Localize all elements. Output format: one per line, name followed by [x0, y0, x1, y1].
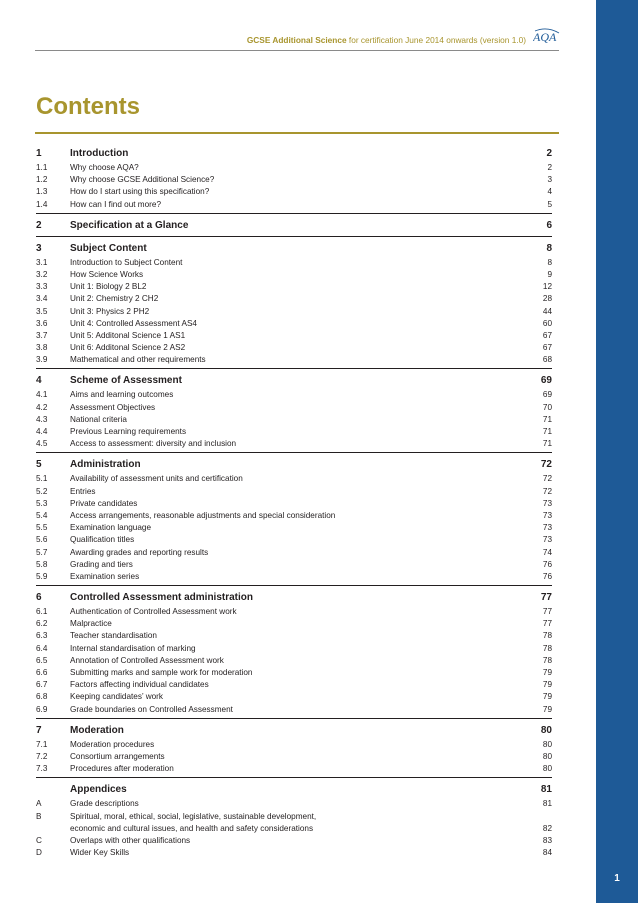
- toc-entry-title-line: Why choose AQA?: [70, 163, 139, 172]
- toc-entry-title: [70, 162, 512, 174]
- toc-section: [36, 590, 552, 719]
- toc-entry-number: 6.5: [36, 655, 48, 665]
- toc-section-heading[interactable]: [36, 782, 552, 798]
- toc-section-title: Appendices: [70, 784, 127, 796]
- toc-entry-title-line: Authentication of Controlled Assessment work: [70, 607, 237, 617]
- toc-entry[interactable]: [36, 571, 552, 583]
- toc-entry-number: D: [36, 848, 42, 858]
- toc-entry-number: 3.3: [36, 282, 48, 292]
- toc-entry-title-line: Awarding grades and reporting results: [70, 547, 209, 557]
- toc-entry-title: [70, 174, 512, 186]
- toc-section: [36, 782, 552, 861]
- toc-entry[interactable]: [36, 354, 552, 366]
- toc-entry-title-line: Annotation of Controlled Assessment work: [70, 655, 224, 665]
- toc-entry-page: 3: [547, 175, 552, 185]
- toc-entry[interactable]: [36, 186, 552, 198]
- toc-entry-page: 5: [547, 199, 552, 209]
- toc-entry-number: 1.4: [36, 199, 48, 209]
- toc-section-title: Subject Content: [70, 242, 147, 254]
- toc-entry-title-line: Submitting marks and sample work for moderation: [70, 668, 253, 677]
- toc-entry-number: 1.2: [36, 175, 48, 185]
- toc-entry[interactable]: [36, 547, 552, 559]
- toc-entry[interactable]: [36, 426, 552, 438]
- toc-entry-title: [70, 473, 512, 485]
- toc-section-number: 5: [36, 459, 42, 471]
- toc-entry-title-line: Teacher standardisation: [70, 631, 157, 641]
- toc-section-page: 81: [540, 784, 552, 796]
- toc-section-heading[interactable]: [36, 218, 552, 234]
- toc-entry[interactable]: [36, 667, 552, 679]
- toc-entry-page: 74: [542, 547, 552, 557]
- toc-section-heading[interactable]: [36, 590, 552, 606]
- toc-entry-title: [70, 571, 512, 583]
- toc-section: [36, 457, 552, 586]
- toc-entry-page: 73: [542, 510, 552, 520]
- svg-text:AQA: AQA: [533, 30, 557, 44]
- toc-section-title: Scheme of Assessment: [70, 375, 182, 387]
- toc-entry-page: 68: [542, 355, 552, 365]
- toc-entry-page: 67: [542, 343, 552, 353]
- toc-section-page: 77: [540, 592, 552, 604]
- toc-entry-page: 73: [542, 523, 552, 533]
- toc-entry[interactable]: [36, 679, 552, 691]
- toc-entry-title-line: Wider Key Skills: [70, 848, 130, 858]
- toc-entry-title: [70, 667, 512, 679]
- toc-entry-page: 71: [542, 414, 552, 424]
- toc-section-heading[interactable]: [36, 723, 552, 739]
- toc-section: [36, 241, 552, 370]
- toc-entry-number: 4.5: [36, 439, 48, 449]
- toc-entry-title: [70, 342, 512, 354]
- toc-entry-title-line: Procedures after moderation: [70, 764, 174, 774]
- toc-section-title: Controlled Assessment administration: [70, 592, 253, 604]
- toc-entry[interactable]: [36, 655, 552, 667]
- toc-section-number: 7: [36, 724, 42, 736]
- toc-entry-number: 5.1: [36, 474, 48, 484]
- toc-entry[interactable]: [36, 389, 552, 401]
- toc-entry-title-line: Aims and learning outcomes: [70, 390, 174, 400]
- toc-entry-page: 81: [542, 799, 552, 809]
- toc-entry-title-line: Unit 1: Biology 2 BL2: [70, 282, 147, 292]
- toc-entry[interactable]: [36, 739, 552, 751]
- toc-entry-page: 78: [542, 643, 552, 653]
- toc-entry-page: 71: [542, 427, 552, 436]
- toc-entry-title-line: Malpractice: [70, 619, 112, 629]
- toc-entry-title: [70, 679, 512, 691]
- toc-entry-title: [70, 293, 512, 305]
- toc-entry-title: [70, 438, 512, 450]
- toc-entry-title-line: Grading and tiers: [70, 559, 133, 569]
- toc-entry-number: B: [36, 811, 42, 821]
- toc-entry-page: 12: [542, 282, 552, 292]
- toc-entry[interactable]: [36, 630, 552, 642]
- toc-entry-page: 44: [542, 306, 552, 316]
- toc-entry-title: [70, 269, 512, 281]
- toc-entry[interactable]: [36, 257, 552, 269]
- toc-entry-title: [70, 751, 512, 763]
- toc-entry-number: 1.1: [36, 163, 48, 172]
- toc-entry[interactable]: [36, 811, 552, 835]
- toc-entry-title: [70, 306, 512, 318]
- toc-section-number: 1: [36, 148, 42, 159]
- toc-entry-title-line: Grade boundaries on Controlled Assessment: [70, 704, 233, 714]
- toc-entry-page: 72: [542, 474, 552, 484]
- toc-entry-title-line: Qualification titles: [70, 535, 135, 545]
- toc-entry-title-line: Keeping candidates’ work: [70, 692, 164, 702]
- header-title-rest: for certification June 2014 onwards (version 1.0): [346, 35, 526, 45]
- toc-entry-title: [70, 522, 512, 534]
- toc-entry-number: 4.2: [36, 402, 48, 412]
- toc-entry-title-line: Moderation procedures: [70, 739, 155, 749]
- toc-entry-title-line: Unit 2: Chemistry 2 CH2: [70, 294, 159, 304]
- toc-entry-title-line: National criteria: [70, 414, 127, 424]
- toc-section-title: Moderation: [70, 724, 124, 736]
- toc-entry-page: 28: [542, 294, 552, 304]
- toc-section-title: Specification at a Glance: [70, 219, 189, 231]
- toc-entry-number: 6.7: [36, 680, 48, 690]
- toc-entry-title-line: Spiritual, moral, ethical, social, legislative, sustainable development,: [70, 811, 317, 821]
- toc-entry[interactable]: [36, 618, 552, 630]
- toc-entry-title-line: Access arrangements, reasonable adjustments and special consideration: [70, 510, 336, 520]
- running-header: [0, 35, 526, 45]
- toc-entry-title: [70, 402, 512, 414]
- toc-section-page: 6: [546, 219, 552, 231]
- toc-entry-title-line: Overlaps with other qualifications: [70, 835, 191, 845]
- toc-entry-title: [70, 257, 512, 269]
- toc-entry-title: [70, 559, 512, 571]
- toc-entry-title: [70, 630, 512, 642]
- toc-entry-number: 5.7: [36, 547, 48, 557]
- toc-entry-title: [70, 691, 512, 703]
- toc-entry-title-line: Availability of assessment units and certification: [70, 474, 243, 484]
- toc-entry[interactable]: [36, 473, 552, 485]
- toc-entry-title-line: Assessment Objectives: [70, 402, 156, 412]
- toc-entry-title: [70, 389, 512, 401]
- toc-entry[interactable]: [36, 318, 552, 330]
- toc-entry-page: 80: [542, 751, 552, 761]
- toc-entry-number: 6.2: [36, 619, 48, 629]
- toc-entry-title: [70, 534, 512, 546]
- toc-entry-page: 79: [542, 692, 552, 702]
- toc-entry-page: 2: [547, 163, 552, 172]
- toc-entry-title: [70, 426, 512, 438]
- toc-entry-page: 4: [547, 187, 552, 197]
- toc-entry[interactable]: [36, 414, 552, 426]
- toc-entry-page: 79: [542, 704, 552, 714]
- toc-entry-title: [70, 798, 512, 810]
- toc-section-heading[interactable]: [36, 373, 552, 389]
- toc-entry-title-line: Why choose GCSE Additional Science?: [70, 175, 215, 185]
- toc-entry[interactable]: [36, 281, 552, 293]
- toc-section-number: 6: [36, 592, 42, 604]
- table-of-contents: [36, 146, 552, 865]
- toc-entry-number: 7.1: [36, 739, 48, 749]
- toc-entry-title-line: Access to assessment: diversity and inclusion: [70, 439, 237, 449]
- toc-entry[interactable]: [36, 293, 552, 305]
- toc-section: [36, 218, 552, 237]
- toc-entry-page: 77: [542, 619, 552, 629]
- toc-entry-page: 80: [542, 739, 552, 749]
- toc-entry[interactable]: [36, 559, 552, 571]
- toc-entry[interactable]: [36, 643, 552, 655]
- toc-entry-number: 3.9: [36, 355, 48, 365]
- toc-entry-title-line: How can I find out more?: [70, 199, 162, 209]
- toc-entry-page: 73: [542, 498, 552, 508]
- toc-entry-title: [70, 606, 512, 618]
- toc-entry-title: [70, 704, 512, 716]
- toc-entry-page: 71: [542, 439, 552, 449]
- toc-entry[interactable]: [36, 342, 552, 354]
- toc-entry-title: [70, 643, 512, 655]
- toc-entry[interactable]: [36, 534, 552, 546]
- toc-entry[interactable]: [36, 798, 552, 810]
- toc-entry-number: A: [36, 799, 42, 809]
- toc-entry-page: 73: [542, 535, 552, 545]
- toc-entry-title: [70, 354, 512, 366]
- toc-entry-number: 6.8: [36, 692, 48, 702]
- toc-section: [36, 373, 552, 453]
- toc-entry-number: 6.9: [36, 704, 48, 714]
- page-title: Contents: [36, 93, 140, 120]
- toc-entry-page: 83: [542, 835, 552, 845]
- toc-entry-number: 3.6: [36, 318, 48, 328]
- toc-section-page: 80: [540, 724, 552, 736]
- toc-entry[interactable]: [36, 174, 552, 186]
- toc-entry-title-line: Examination series: [70, 571, 140, 581]
- toc-entry[interactable]: [36, 330, 552, 342]
- toc-entry-number: 5.5: [36, 523, 48, 533]
- toc-entry-page: 76: [542, 571, 552, 581]
- toc-entry[interactable]: [36, 751, 552, 763]
- toc-entry-page: 9: [547, 269, 552, 279]
- toc-entry-number: C: [36, 835, 42, 845]
- toc-entry-number: 6.1: [36, 607, 48, 617]
- toc-entry-number: 4.1: [36, 390, 48, 400]
- toc-entry-title: [70, 763, 512, 775]
- toc-entry-title: [70, 510, 512, 522]
- toc-entry-page: 8: [547, 257, 552, 267]
- toc-entry-number: 6.6: [36, 668, 48, 677]
- header-title-bold: GCSE Additional Science: [246, 35, 347, 45]
- toc-section-number: 4: [36, 375, 42, 387]
- toc-entry-number: 3.4: [36, 294, 48, 304]
- toc-entry-number: 4.3: [36, 414, 48, 424]
- toc-entry-title: [70, 186, 512, 198]
- aqa-logo: [533, 28, 561, 44]
- toc-entry[interactable]: [36, 704, 552, 716]
- toc-entry-number: 5.4: [36, 510, 48, 520]
- toc-entry-page: 79: [542, 668, 552, 677]
- toc-entry-page: 79: [542, 680, 552, 690]
- toc-entry[interactable]: [36, 510, 552, 522]
- toc-entry-title-line: How Science Works: [70, 269, 144, 279]
- toc-entry-title: [70, 199, 512, 211]
- toc-section-title: Administration: [70, 459, 141, 471]
- toc-entry-number: 3.2: [36, 269, 48, 279]
- toc-entry-number: 4.4: [36, 427, 48, 436]
- toc-entry-number: 5.2: [36, 486, 48, 496]
- toc-entry-title: [70, 318, 512, 330]
- sidebar-band: [596, 0, 638, 903]
- toc-section-heading[interactable]: [36, 241, 552, 257]
- toc-entry[interactable]: [36, 606, 552, 618]
- toc-section-heading[interactable]: [36, 146, 552, 162]
- toc-entry-title-line: Consortium arrangements: [70, 751, 165, 761]
- toc-entry-title-line: Mathematical and other requirements: [70, 355, 206, 365]
- toc-entry-page: 80: [542, 764, 552, 774]
- toc-entry[interactable]: [36, 835, 552, 847]
- toc-entry-title: [70, 811, 512, 835]
- toc-entry-number: 5.9: [36, 571, 48, 581]
- toc-entry-title: [70, 330, 512, 342]
- toc-entry-title: [70, 498, 512, 510]
- toc-entry-page: 70: [542, 402, 552, 412]
- toc-entry-page: 60: [542, 318, 552, 328]
- toc-section-heading[interactable]: [36, 457, 552, 473]
- toc-entry-title-line: Private candidates: [70, 498, 138, 508]
- toc-entry-number: 7.2: [36, 751, 48, 761]
- toc-entry-number: 3.1: [36, 257, 48, 267]
- toc-entry-title-line: Introduction to Subject Content: [70, 257, 183, 267]
- toc-entry-title-line: Unit 3: Physics 2 PH2: [70, 306, 150, 316]
- toc-entry-page: 67: [542, 330, 552, 340]
- toc-entry-number: 3.7: [36, 330, 48, 340]
- toc-entry[interactable]: [36, 402, 552, 414]
- toc-entry[interactable]: [36, 691, 552, 703]
- toc-section-number: 3: [36, 242, 42, 254]
- toc-entry-title-line: economic and cultural issues, and health and safety considerations: [70, 823, 314, 833]
- toc-entry-title-line: Unit 4: Controlled Assessment AS4: [70, 318, 197, 328]
- toc-entry-number: 3.5: [36, 306, 48, 316]
- toc-entry[interactable]: [36, 847, 552, 859]
- toc-entry-title-line: Grade descriptions: [70, 799, 139, 809]
- toc-entry-title-line: Unit 5: Additonal Science 1 AS1: [70, 330, 186, 340]
- page-number: 1: [614, 873, 620, 884]
- toc-entry-number: 1.3: [36, 187, 48, 197]
- toc-entry-title: [70, 618, 512, 630]
- toc-entry-title: [70, 486, 512, 498]
- toc-section-number: 2: [36, 219, 42, 231]
- toc-entry-title-line: Internal standardisation of marking: [70, 643, 196, 653]
- toc-entry-page: 69: [542, 390, 552, 400]
- toc-entry-number: 5.8: [36, 559, 48, 569]
- toc-entry[interactable]: [36, 199, 552, 211]
- toc-section-page: 2: [546, 148, 552, 159]
- title-rule: [35, 132, 559, 134]
- toc-entry-page: 84: [542, 848, 552, 858]
- toc-entry-number: 7.3: [36, 764, 48, 774]
- toc-entry-number: 5.6: [36, 535, 48, 545]
- toc-entry-title: [70, 547, 512, 559]
- toc-entry-title-line: Entries: [70, 486, 96, 496]
- toc-section: [36, 146, 552, 214]
- toc-entry[interactable]: [36, 498, 552, 510]
- toc-entry-title: [70, 655, 512, 667]
- toc-entry-page: 72: [542, 486, 552, 496]
- toc-entry-title: [70, 835, 512, 847]
- toc-section-page: 69: [540, 375, 552, 387]
- toc-entry[interactable]: [36, 306, 552, 318]
- toc-entry-title-line: How do I start using this specification?: [70, 187, 210, 197]
- toc-section-page: 8: [546, 242, 552, 254]
- toc-section-title: Introduction: [70, 148, 129, 159]
- toc-entry-title: [70, 414, 512, 426]
- toc-entry-page: 82: [542, 823, 552, 833]
- toc-entry-page: 76: [542, 559, 552, 569]
- toc-entry[interactable]: [36, 486, 552, 498]
- toc-section: [36, 723, 552, 779]
- toc-entry-title-line: Unit 6: Additonal Science 2 AS2: [70, 343, 186, 353]
- toc-entry-number: 5.3: [36, 498, 48, 508]
- toc-entry-title-line: Examination language: [70, 523, 152, 533]
- toc-section-page: 72: [540, 459, 552, 471]
- toc-entry[interactable]: [36, 269, 552, 281]
- toc-entry-number: 6.4: [36, 643, 48, 653]
- toc-entry-title-line: Factors affecting individual candidates: [70, 680, 209, 690]
- toc-entry[interactable]: [36, 763, 552, 775]
- toc-entry-page: 78: [542, 631, 552, 641]
- header-rule: [35, 50, 559, 51]
- toc-entry-title-line: Previous Learning requirements: [70, 427, 187, 436]
- toc-entry-title: [70, 739, 512, 751]
- toc-entry-page: 78: [542, 655, 552, 665]
- toc-entry-title: [70, 281, 512, 293]
- toc-entry-title: [70, 847, 512, 859]
- toc-entry-page: 77: [542, 607, 552, 617]
- toc-entry-number: 6.3: [36, 631, 48, 641]
- toc-entry-number: 3.8: [36, 343, 48, 353]
- toc-entry[interactable]: [36, 162, 552, 174]
- toc-entry[interactable]: [36, 522, 552, 534]
- toc-entry[interactable]: [36, 438, 552, 450]
